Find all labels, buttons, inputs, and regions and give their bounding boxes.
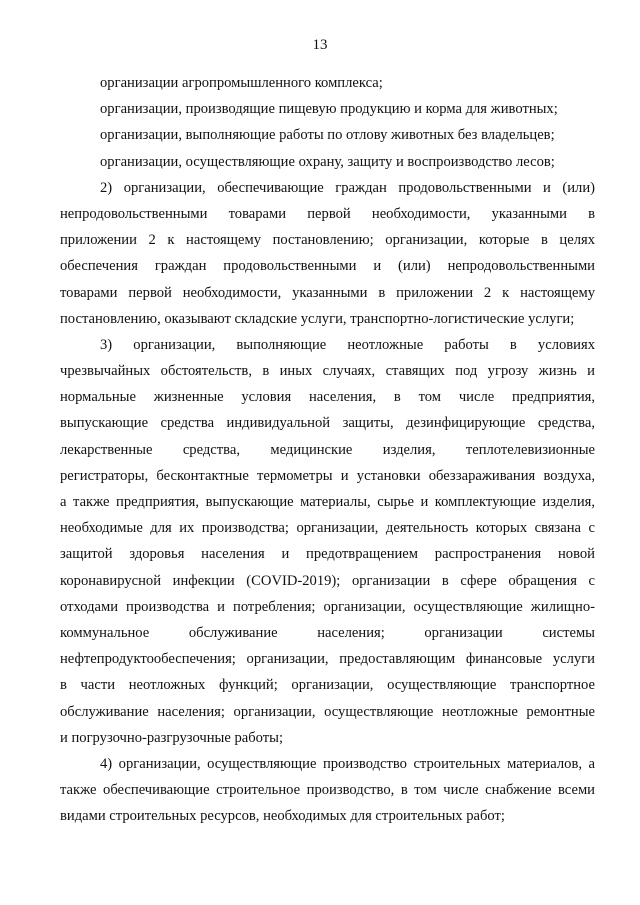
document-body <box>60 70 595 829</box>
text-line: и погрузочно-разгрузочные работы; <box>60 729 284 746</box>
text-line: чрезвычайных обстоятельств, в иных случаях, ставящих под угрозу жизнь и <box>60 363 595 380</box>
text-line: коммунальное обслуживание населения; организации системы <box>60 624 595 641</box>
text-line: лекарственные средства, медицинские изделия, теплотелевизионные <box>60 441 595 458</box>
text-line: организации агропромышленного комплекса; <box>100 75 383 91</box>
text-line: организации, производящие пищевую продукцию и корма для животных; <box>100 101 558 118</box>
text-line: товарами первой необходимости, указанными в приложении 2 к настоящему <box>60 284 595 301</box>
text-line: обслуживание населения; организации, осуществляющие неотложные ремонтные <box>60 703 595 720</box>
text-line: нефтепродуктообеспечения; организации, предоставляющим финансовые услуги <box>60 651 595 668</box>
text-line: организации, осуществляющие охрану, защиту и воспроизводство лесов; <box>100 153 555 170</box>
text-line: 3) организации, выполняющие неотложные работы в условиях <box>100 336 595 353</box>
text-line: регистраторы, бесконтактные термометры и установки обеззараживания воздуха, <box>60 467 595 484</box>
text-line: необходимые для их производства; организации, деятельность которых связана с <box>60 520 595 537</box>
text-line: выпускающие средства индивидуальной защиты, дезинфицирующие средства, <box>60 415 595 432</box>
text-line: организации, выполняющие работы по отлову животных без владельцев; <box>100 127 555 144</box>
text-line: также обеспечивающие строительное производство, в том числе снабжение всеми <box>60 782 595 799</box>
text-line: 2) организации, обеспечивающие граждан продовольственными и (или) <box>100 179 595 196</box>
text-line: отходами производства и потребления; организации, осуществляющие жилищно- <box>60 598 595 615</box>
text-line: постановлению, оказывают складские услуги, транспортно-логистические услуги; <box>60 310 575 327</box>
text-line: нормальные жизненные условия населения, в том числе предприятия, <box>60 389 595 406</box>
text-line: в части неотложных функций; организации, осуществляющие транспортное <box>60 677 595 694</box>
page-number: 13 <box>312 37 328 53</box>
text-line: видами строительных ресурсов, необходимых для строительных работ; <box>60 808 505 825</box>
text-line: приложении 2 к настоящему постановлению; организации, которые в целях <box>60 232 595 249</box>
text-line: непродовольственными товарами первой необходимости, указанными в <box>60 205 595 222</box>
text-line: 4) организации, осуществляющие производство строительных материалов, а <box>100 755 595 772</box>
text-line: обеспечения граждан продовольственными и (или) непродовольственными <box>60 258 595 275</box>
text-line: коронавирусной инфекции (COVID-2019); организации в сфере обращения с <box>60 572 595 589</box>
text-line: защитой здоровья населения и предотвращением распространения новой <box>60 546 595 563</box>
text-line: а также предприятия, выпускающие материалы, сырье и комплектующие изделия, <box>60 494 595 510</box>
